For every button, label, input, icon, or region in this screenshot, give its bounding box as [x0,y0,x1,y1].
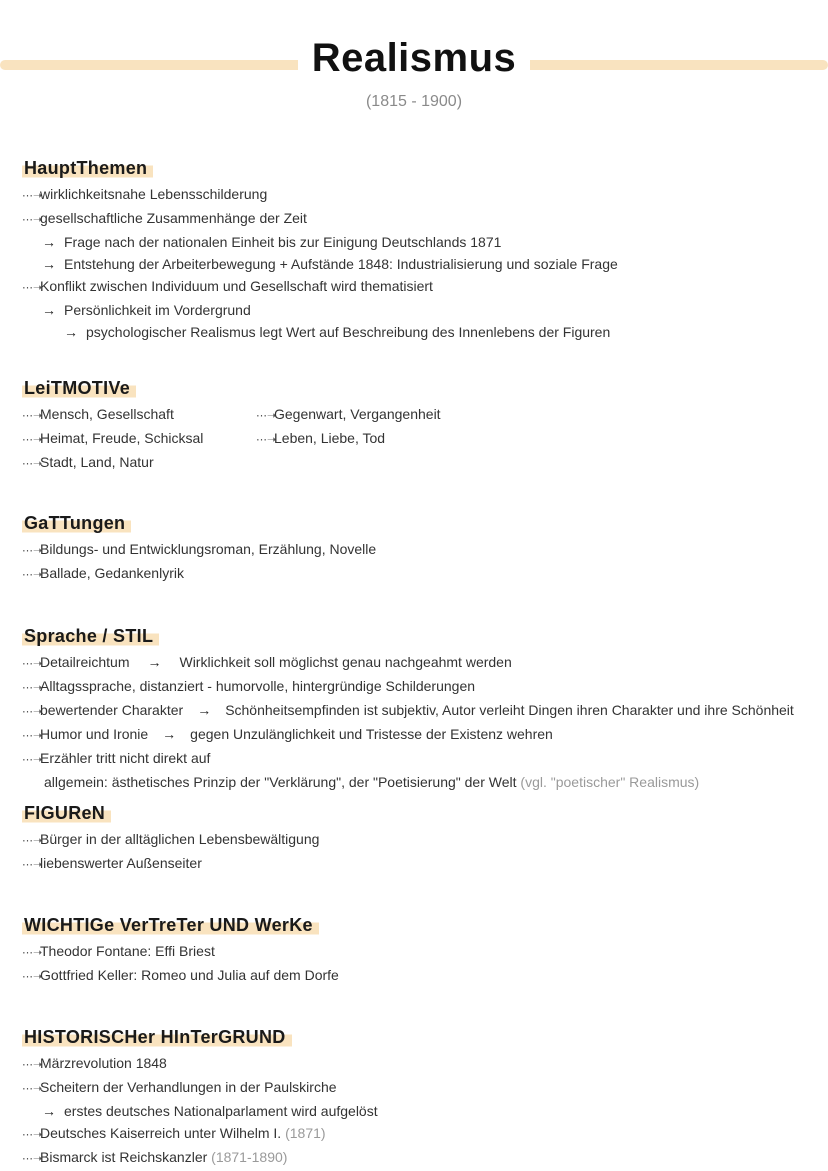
list-item-text: Entstehung der Arbeiterbewegung + Aufstände 1848: Industrialisierung und soziale Frage [64,256,618,272]
list-item-note: (vgl. "poetischer" Realismus) [520,774,700,790]
dotted-arrow-icon: ⋯➝ [22,1083,43,1095]
list-item [22,183,818,207]
list-item [22,207,818,231]
list-item-text: Bildungs- und Entwicklungsroman, Erzählung, Novelle [40,541,377,557]
dotted-arrow-icon: ⋯➝ [22,859,43,871]
list-item [22,651,818,675]
list-item [22,1122,818,1146]
arrow-right-icon: → [197,702,212,718]
list-item-text: Gegenwart, Vergangenheit [274,406,441,422]
section-heading: HISTORISCHer HInTerGRUND [22,1027,292,1048]
list-item [22,675,818,699]
dotted-arrow-icon: ⋯➝ [22,971,43,983]
arrow-right-icon: → [42,302,56,318]
arrow-right-icon: → [42,1103,56,1119]
list-item-text: Alltagssprache, distanziert - humorvolle, hintergründige Schilderungen [40,678,476,694]
dotted-arrow-icon: ⋯➝ [22,545,43,557]
list-item [22,299,818,321]
list-item-text: Deutsches Kaiserreich unter Wilhelm I. [40,1125,282,1141]
dotted-arrow-icon: ⋯➝ [22,706,43,718]
dotted-arrow-icon: ⋯➝ [22,434,43,446]
dotted-arrow-icon: ⋯➝ [22,1059,43,1071]
list-item-text: Märzrevolution 1848 [40,1055,167,1071]
list-item [22,1076,818,1100]
list-item-text: Ballade, Gedankenlyrik [40,565,184,581]
page-subtitle: (1815 - 1900) [365,93,463,110]
dotted-arrow-icon: ⋯➝ [22,214,43,226]
list-item-note: (1871) [285,1125,326,1141]
arrow-right-icon: → [42,234,56,250]
list-item [22,1052,818,1076]
list-item-text: Stadt, Land, Natur [40,454,154,470]
list-item [22,275,818,299]
list-item-text: Konflikt zwischen Individuum und Gesellschaft wird thematisiert [40,278,433,294]
list-item-text: Bismarck ist Reichskanzler [40,1149,208,1165]
list-item-text: psychologischer Realismus legt Wert auf Beschreibung des Innenlebens der Figuren [86,324,611,340]
page-title [0,36,828,81]
dotted-arrow-icon: ⋯➝ [22,947,43,959]
list-item [22,538,818,562]
section-heading: GaTTungen [22,513,131,534]
dotted-arrow-icon: ⋯➝ [22,730,43,742]
list-item-text: gegen Unzulänglichkeit und Tristesse der Existenz wehren [190,726,553,742]
list-item-text: Schönheitsempfinden ist subjektiv, Autor verleiht Dingen ihren Charakter und ihre Schönheit [225,702,794,718]
dotted-arrow-icon: ⋯➝ [22,569,43,581]
list-item [22,253,818,275]
list-item-text: wirklichkeitsnahe Lebensschilderung [40,186,268,202]
list-item [22,427,256,451]
list-item-text: Theodor Fontane: Effi Briest [40,943,215,959]
section-gattungen [22,513,818,586]
list-item [22,723,818,747]
list-item-text: bewertender Charakter [40,702,184,718]
section-heading: LeiTMOTIVe [22,378,136,399]
list-item-text: Persönlichkeit im Vordergrund [64,302,251,318]
arrow-right-icon: → [162,726,177,742]
list-item-text: Humor und Ironie [40,726,149,742]
list-item [22,940,818,964]
leitmotive-columns [22,403,818,475]
dotted-arrow-icon: ⋯➝ [22,1129,43,1141]
list-item [22,747,818,771]
arrow-right-icon: → [147,654,162,670]
section-heading: HauptThemen [22,158,153,179]
list-item [22,1146,818,1170]
dotted-arrow-icon: ⋯➝ [256,410,277,422]
section-heading: FIGUReN [22,803,111,824]
list-item-text: Scheitern der Verhandlungen in der Paulskirche [40,1079,337,1095]
list-item [22,852,818,876]
list-item [22,1100,818,1122]
arrow-right-icon: → [64,324,78,340]
section-vertreter-werke [22,915,818,988]
dotted-arrow-icon: ⋯➝ [22,754,43,766]
list-item [22,771,818,793]
list-item-text: Leben, Liebe, Tod [274,430,386,446]
list-item-text: Mensch, Gesellschaft [40,406,174,422]
section-sprache-stil [22,626,818,793]
list-item [22,321,818,343]
dotted-arrow-icon: ⋯➝ [22,658,43,670]
dotted-arrow-icon: ⋯➝ [22,190,43,202]
leitmotive-right-column [256,403,441,475]
list-item [22,964,818,988]
list-item [256,427,441,451]
dotted-arrow-icon: ⋯➝ [22,1153,43,1165]
list-item-text: Wirklichkeit soll möglichst genau nachgeahmt werden [179,654,512,670]
section-heading: Sprache / STIL [22,626,159,647]
section-heading: WICHTIGe VerTreTer UND WerKe [22,915,319,936]
list-item-text: liebenswerter Außenseiter [40,855,202,871]
list-item [256,403,441,427]
list-item-text: gesellschaftliche Zusammenhänge der Zeit [40,210,307,226]
list-item-note: (1871-1890) [211,1149,288,1165]
list-item-text: Bürger in der alltäglichen Lebensbewältigung [40,831,320,847]
list-item-text: Gottfried Keller: Romeo und Julia auf dem Dorfe [40,967,339,983]
dotted-arrow-icon: ⋯➝ [256,434,277,446]
section-historischer-hintergrund [22,1027,818,1170]
dotted-arrow-icon: ⋯➝ [22,682,43,694]
list-item-text: Frage nach der nationalen Einheit bis zur Einigung Deutschlands 1871 [64,234,502,250]
leitmotive-left-column [22,403,256,475]
list-item [22,403,256,427]
list-item [22,451,256,475]
list-item [22,562,818,586]
dotted-arrow-icon: ⋯➝ [22,458,43,470]
list-item-text: Erzähler tritt nicht direkt auf [40,750,211,766]
section-figuren [22,803,818,876]
list-item-text: Detailreichtum [40,654,130,670]
list-item-text: erstes deutsches Nationalparlament wird aufgelöst [64,1103,378,1119]
list-item [22,699,818,723]
list-item-text: allgemein: ästhetisches Prinzip der "Verklärung", der "Poetisierung" der Welt [44,774,517,790]
list-item [22,231,818,253]
dotted-arrow-icon: ⋯➝ [22,410,43,422]
section-hauptthemen [22,158,818,343]
page-title-text: Realismus [298,36,531,80]
arrow-right-icon: → [42,256,56,272]
dotted-arrow-icon: ⋯➝ [22,282,43,294]
list-item-text: Heimat, Freude, Schicksal [40,430,204,446]
dotted-arrow-icon: ⋯➝ [22,835,43,847]
list-item [22,828,818,852]
section-leitmotive [22,378,818,475]
